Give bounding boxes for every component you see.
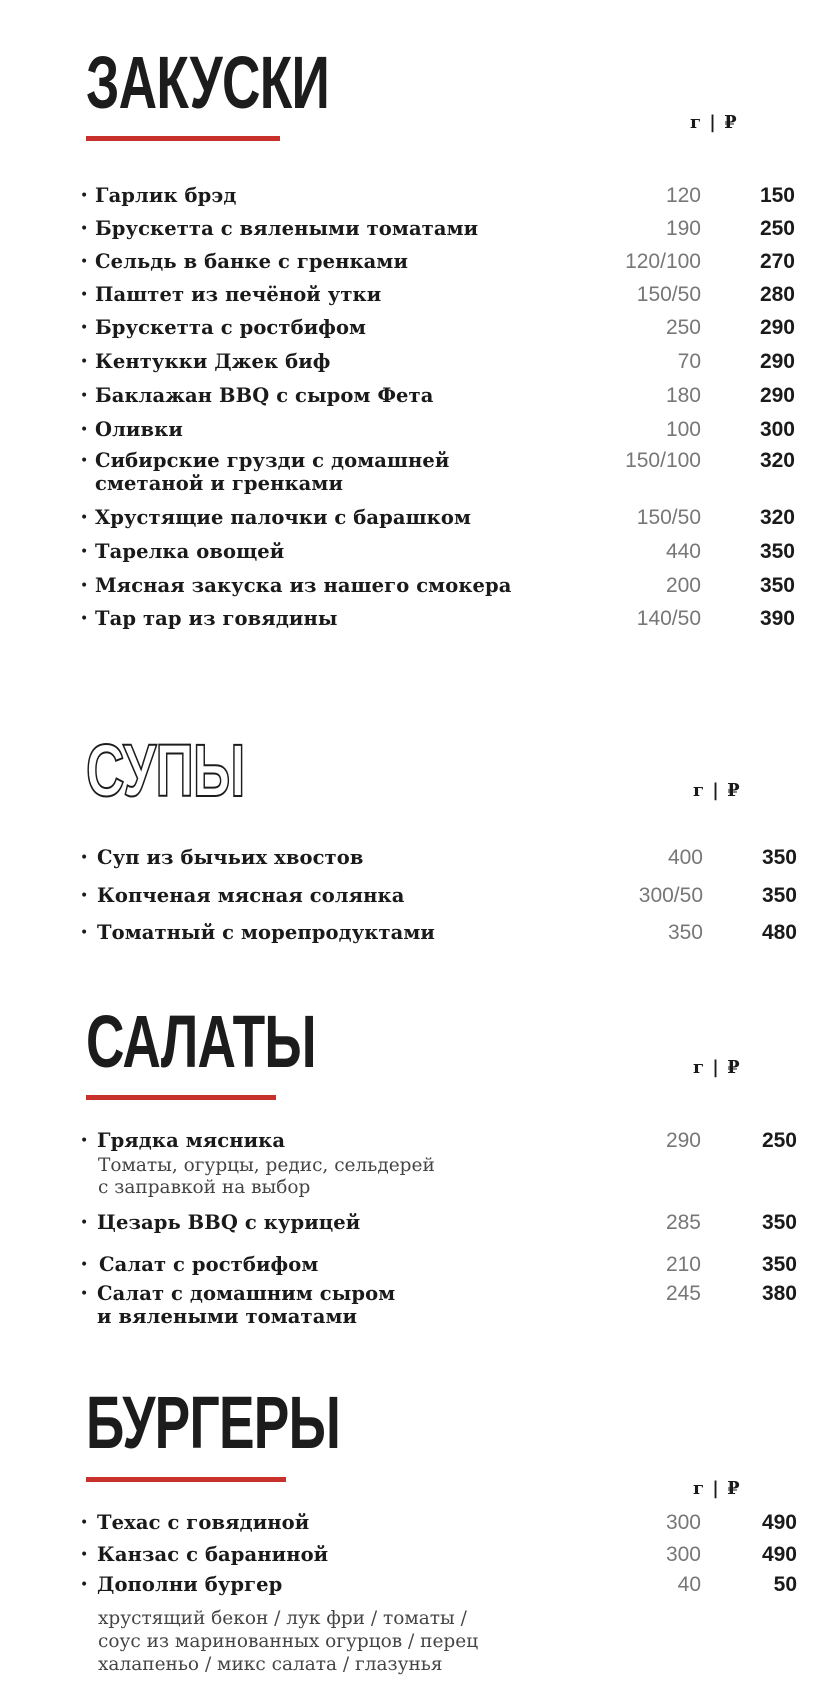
item-price: 290: [759, 384, 795, 407]
bullet: •: [80, 188, 89, 204]
item-price: 350: [759, 574, 795, 597]
item-weight: 250: [665, 316, 701, 339]
item-description: соус из маринованных огурцов / перец: [98, 1631, 479, 1652]
item-description: с заправкой на выбор: [98, 1177, 311, 1198]
bullet: •: [80, 354, 89, 370]
bullet: •: [80, 1515, 89, 1531]
menu-item: [0, 1129, 839, 1199]
item-name-line2: сметаной и гренками: [95, 472, 344, 495]
item-description: Томаты, огурцы, редис, сельдерей: [98, 1155, 435, 1176]
item-weight: 100: [665, 418, 701, 441]
menu-item: [0, 283, 839, 307]
bullet: •: [80, 453, 89, 469]
item-price: 280: [759, 283, 795, 306]
item-name: Сельдь в банке с гренками: [95, 250, 409, 273]
bullet: •: [80, 221, 89, 237]
menu-item: [0, 1282, 839, 1330]
item-weight: 150/50: [636, 283, 701, 306]
item-name: Баклажан BBQ с сыром Фета: [95, 384, 434, 407]
menu-item: [0, 921, 839, 945]
menu-item: [0, 1511, 839, 1535]
item-price: 350: [761, 1211, 797, 1234]
item-name: Тарелка овощей: [95, 540, 285, 563]
item-description: халапеньо / микс салата / глазунья: [98, 1654, 443, 1675]
units-header: г | ₽: [693, 1478, 741, 1499]
item-name: Салат с ростбифом: [99, 1253, 319, 1276]
item-price: 290: [759, 316, 795, 339]
item-price: 300: [759, 418, 795, 441]
menu-item: [0, 540, 839, 564]
item-weight: 120/100: [625, 250, 701, 273]
item-name: Тар тар из говядины: [95, 607, 338, 630]
item-price: 320: [759, 506, 795, 529]
title-underline: [86, 136, 280, 141]
bullet: •: [80, 320, 89, 336]
item-price: 150: [759, 184, 795, 207]
item-name: Гарлик брэд: [95, 184, 237, 207]
item-weight: 300: [665, 1511, 701, 1534]
menu-item: [0, 418, 839, 442]
item-weight: 190: [665, 217, 701, 240]
item-weight: 440: [665, 540, 701, 563]
item-price: 250: [761, 1129, 797, 1152]
bullet: •: [80, 544, 89, 560]
menu-item: [0, 1573, 839, 1683]
menu-item: [0, 607, 839, 631]
item-price: 480: [761, 921, 797, 944]
item-name: Копченая мясная солянка: [97, 884, 405, 907]
item-name: Брускетта с вялеными томатами: [95, 217, 479, 240]
item-name: Кентукки Джек биф: [95, 350, 331, 373]
item-name: Цезарь BBQ с курицей: [97, 1211, 361, 1234]
item-name: Брускетта с ростбифом: [95, 316, 367, 339]
item-price: 350: [759, 540, 795, 563]
item-name: Хрустящие палочки с барашком: [95, 506, 471, 529]
menu-item: [0, 384, 839, 408]
bullet: •: [80, 1547, 89, 1563]
section-title: СУПЫ: [86, 729, 245, 812]
item-weight: 290: [665, 1129, 701, 1152]
menu-item: [0, 884, 839, 908]
bullet: •: [80, 422, 89, 438]
item-weight: 120: [665, 184, 701, 207]
item-name: Салат с домашним сыром: [97, 1282, 396, 1305]
item-name: Дополни бургер: [97, 1573, 283, 1596]
bullet: •: [80, 1215, 89, 1231]
bullet: •: [80, 611, 89, 627]
item-weight: 150/50: [636, 506, 701, 529]
item-description: хрустящий бекон / лук фри / томаты /: [98, 1608, 467, 1629]
section-title: САЛАТЫ: [86, 1000, 316, 1083]
item-weight: 285: [665, 1211, 701, 1234]
item-weight: 300: [665, 1543, 701, 1566]
item-price: 270: [759, 250, 795, 273]
item-weight: 70: [677, 350, 701, 373]
menu-item: [0, 449, 839, 497]
item-weight: 210: [665, 1253, 701, 1276]
title-underline: [86, 1095, 276, 1100]
item-name: Мясная закуска из нашего смокера: [95, 574, 512, 597]
title-underline: [86, 1477, 286, 1482]
menu-item: [0, 316, 839, 340]
item-price: 350: [761, 846, 797, 869]
section-salaty: [0, 1000, 839, 1105]
item-price: 380: [761, 1282, 797, 1305]
menu-item: [0, 506, 839, 530]
item-price: 490: [761, 1511, 797, 1534]
item-name: Паштет из печёной утки: [95, 283, 382, 306]
bullet: •: [80, 287, 89, 303]
item-name: Сибирские грузди с домашней: [95, 449, 450, 472]
bullet: •: [80, 1286, 89, 1302]
bullet: •: [80, 850, 89, 866]
bullet: •: [80, 254, 89, 270]
section-title: БУРГЕРЫ: [86, 1381, 341, 1464]
section-burgery: [0, 1381, 839, 1499]
item-weight: 180: [665, 384, 701, 407]
menu-item: [0, 1543, 839, 1567]
item-price: 490: [761, 1543, 797, 1566]
item-weight: 400: [667, 846, 703, 869]
item-weight: 200: [665, 574, 701, 597]
item-name-line2: и вялеными томатами: [97, 1305, 358, 1328]
item-name: Грядка мясника: [97, 1129, 286, 1152]
bullet: •: [80, 888, 89, 904]
units-header: г | ₽: [693, 1057, 741, 1078]
item-weight: 40: [677, 1573, 701, 1596]
bullet: •: [80, 578, 89, 594]
units-header: г | ₽: [690, 112, 738, 133]
item-price: 350: [761, 1253, 797, 1276]
bullet: •: [80, 510, 89, 526]
item-price: 290: [759, 350, 795, 373]
bullet: •: [80, 1257, 89, 1273]
section-supy: [0, 730, 839, 830]
bullet: •: [80, 925, 89, 941]
menu-item: [0, 846, 839, 870]
menu-item: [0, 1253, 839, 1277]
menu-item: [0, 1211, 839, 1235]
item-price: 50: [773, 1573, 797, 1596]
menu-item: [0, 350, 839, 374]
item-name: Оливки: [95, 418, 183, 441]
bullet: •: [80, 388, 89, 404]
item-weight: 150/100: [625, 449, 701, 472]
item-name: Суп из бычьих хвостов: [97, 846, 364, 869]
item-price: 350: [761, 884, 797, 907]
item-weight: 140/50: [636, 607, 701, 630]
bullet: •: [80, 1133, 89, 1149]
item-price: 390: [759, 607, 795, 630]
item-name: Канзас с бараниной: [97, 1543, 329, 1566]
menu-item: [0, 250, 839, 274]
section-title: ЗАКУСКИ: [86, 41, 330, 124]
item-price: 320: [759, 449, 795, 472]
item-weight: 350: [667, 921, 703, 944]
menu-item: [0, 184, 839, 208]
item-weight: 245: [665, 1282, 701, 1305]
menu-item: [0, 217, 839, 241]
item-price: 250: [759, 217, 795, 240]
item-name: Томатный с морепродуктами: [97, 921, 435, 944]
menu-item: [0, 574, 839, 598]
item-name: Техас с говядиной: [97, 1511, 310, 1534]
bullet: •: [80, 1577, 89, 1593]
item-weight: 300/50: [638, 884, 703, 907]
units-header: г | ₽: [693, 780, 741, 801]
